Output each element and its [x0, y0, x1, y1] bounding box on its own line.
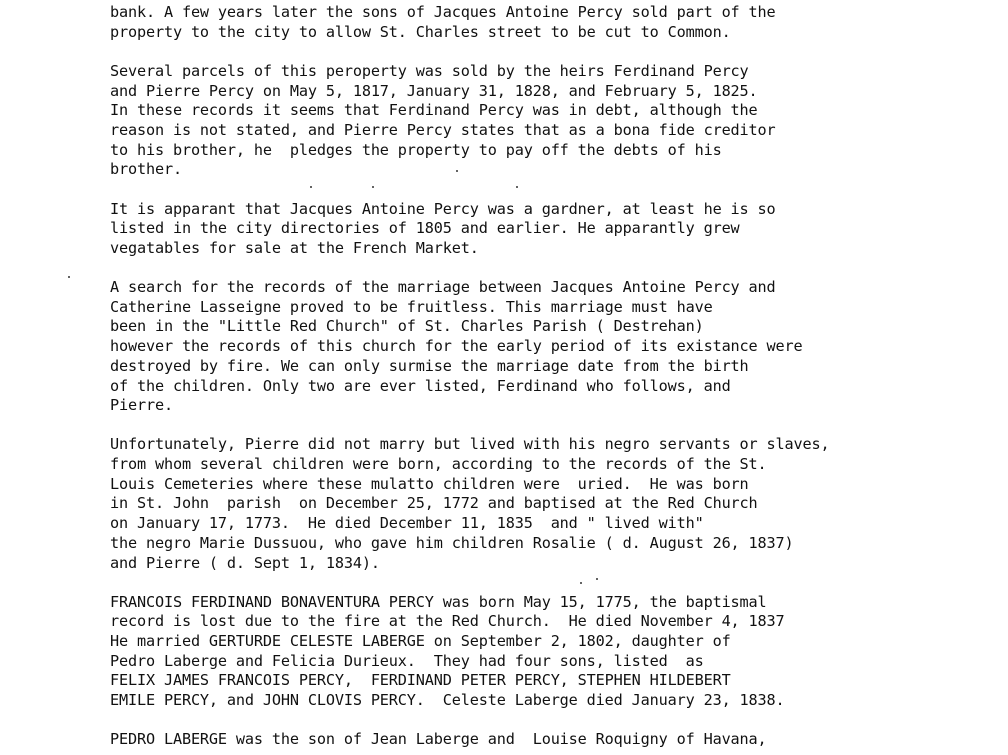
text-line: to his brother, he pledges the property to pay off the debts of his — [110, 140, 722, 159]
text-line: bank. A few years later the sons of Jacques Antoine Percy sold part of the — [110, 3, 776, 21]
text-line: In these records it seems that Ferdinand Percy was in debt, although the — [110, 101, 758, 120]
text-line: reason is not stated, and Pierre Percy states that as a bona fide creditor — [110, 120, 776, 139]
document-text — [110, 3, 990, 755]
text-line: Pedro Laberge and Felicia Durieux. They had four sons, listed as — [110, 651, 704, 670]
text-line: however the records of this church for the early period of its existance were — [110, 337, 803, 356]
paragraph-gardner — [110, 200, 990, 259]
text-line: Pierre. — [110, 396, 173, 415]
paragraph-property-sale — [110, 3, 990, 42]
text-line: Several parcels of this peroperty was sold by the heirs Ferdinand Percy — [110, 61, 749, 80]
text-line: Louis Cemeteries where these mulatto children were uried. He was born — [110, 474, 749, 493]
text-line: in St. John parish on December 25, 1772 and baptised at the Red Church — [110, 494, 758, 513]
text-line: been in the "Little Red Church" of St. Charles Parish ( Destrehan) — [110, 317, 704, 336]
text-line: the negro Marie Dussuou, who gave him children Rosalie ( d. August 26, 1837) — [110, 533, 794, 552]
scan-speck — [68, 276, 70, 278]
text-line: EMILE PERCY, and JOHN CLOVIS PERCY. Celeste Laberge died January 23, 1838. — [110, 691, 785, 710]
text-line: and Pierre ( d. Sept 1, 1834). — [110, 553, 380, 572]
text-line: It is apparant that Jacques Antoine Percy was a gardner, at least he is so — [110, 199, 776, 218]
text-line: vegatables for sale at the French Market. — [110, 238, 479, 257]
text-line: listed in the city directories of 1805 and earlier. He apparantly grew — [110, 219, 740, 238]
text-line: on January 17, 1773. He died December 11, 1835 and " lived with" — [110, 514, 704, 533]
text-line: He married GERTURDE CELESTE LABERGE on September 2, 1802, daughter of — [110, 632, 731, 651]
paragraph-pierre — [110, 435, 990, 573]
text-line: and Pierre Percy on May 5, 1817, January 31, 1828, and February 5, 1825. — [110, 81, 758, 100]
text-line: property to the city to allow St. Charles street to be cut to Common. — [110, 22, 731, 41]
text-line: Catherine Lasseigne proved to be fruitless. This marriage must have — [110, 297, 713, 316]
text-line: record is lost due to the fire at the Red Church. He died November 4, 1837 — [110, 612, 785, 631]
text-line: FELIX JAMES FRANCOIS PERCY, FERDINAND PETER PERCY, STEPHEN HILDEBERT — [110, 671, 731, 690]
text-line: FRANCOIS FERDINAND BONAVENTURA PERCY was born May 15, 1775, the baptismal — [110, 592, 767, 611]
text-line: PEDRO LABERGE was the son of Jean Laberge and Louise Roquigny of Havana, — [110, 730, 767, 749]
text-line: from whom several children were born, according to the records of the St. — [110, 455, 767, 474]
text-line: of the children. Only two are ever listed, Ferdinand who follows, and — [110, 376, 731, 395]
paragraph-marriage-search — [110, 278, 990, 416]
text-line: brother. — [110, 160, 182, 179]
text-line: A search for the records of the marriage between Jacques Antoine Percy and — [110, 278, 776, 297]
text-line: Unfortunately, Pierre did not marry but lived with his negro servants or slaves, — [110, 435, 830, 454]
text-line: destroyed by fire. We can only surmise the marriage date from the birth — [110, 356, 749, 375]
paragraph-ferdinand — [110, 593, 990, 711]
paragraph-parcels — [110, 62, 990, 180]
paragraph-pedro-laberge — [110, 730, 990, 750]
